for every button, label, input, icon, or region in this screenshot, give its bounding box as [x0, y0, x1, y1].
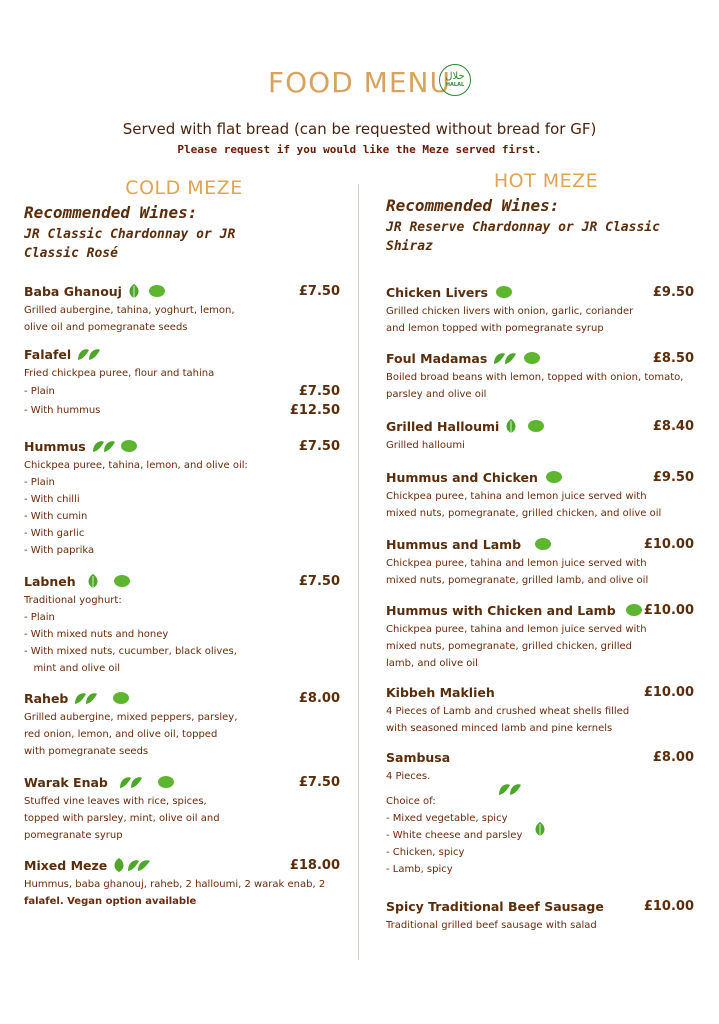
item-description: parsley and olive oil	[386, 389, 487, 400]
item-choice-label: Choice of:	[386, 796, 436, 807]
item-description: and lemon topped with pomegranate syrup	[386, 323, 604, 334]
item-option: - White cheese and parsley	[386, 830, 523, 841]
menu-item-hummus-and-chicken	[386, 466, 694, 522]
item-option: - With mixed nuts, cucumber, black olives,	[24, 646, 237, 657]
menu-item-sambusa	[386, 746, 694, 878]
gluten-free-badge-icon	[149, 285, 165, 297]
leaf-icon	[112, 857, 152, 873]
item-name: Chicken Livers	[386, 284, 488, 300]
item-option: - Chicken, spicy	[386, 847, 465, 858]
column-divider	[358, 184, 359, 960]
item-price: £9.50	[652, 284, 694, 300]
menu-item-warak-enab	[24, 771, 340, 844]
gluten-free-badge-icon	[121, 440, 137, 452]
menu-item-hummus-with-chicken-and-lamb	[386, 599, 694, 672]
item-description: pomegranate syrup	[24, 830, 123, 841]
leaf-icon	[91, 438, 117, 454]
item-name: Hummus	[24, 438, 86, 454]
gluten-free-badge-icon	[626, 604, 642, 616]
item-name: Sambusa	[386, 749, 451, 765]
item-option: - With paprika	[24, 545, 95, 556]
menu-item-hummus-and-lamb	[386, 533, 694, 589]
gluten-free-badge-icon	[524, 352, 540, 364]
item-name: Grilled Halloumi	[386, 418, 500, 434]
item-description: mixed nuts, pomegranate, grilled chicken, and olive oil	[386, 508, 662, 519]
item-description: Traditional yoghurt:	[24, 595, 122, 606]
leaf-icon	[86, 573, 100, 589]
item-description: Grilled chicken livers with onion, garlic, coriander	[386, 306, 634, 317]
item-price: £10.00	[643, 684, 694, 700]
item-description: Stuffed vine leaves with rice, spices,	[24, 796, 207, 807]
item-description: Hummus, baba ghanouj, raheb, 2 halloumi, 2 warak enab, 2	[24, 879, 326, 890]
item-description: Chickpea puree, tahina and lemon juice served with	[386, 624, 647, 635]
hot-wines-line: Shiraz	[386, 239, 433, 254]
item-description: Chickpea puree, tahina, lemon, and olive oil:	[24, 460, 248, 471]
item-description: Fried chickpea puree, flour and tahina	[24, 368, 215, 379]
item-name: Spicy Traditional Beef Sausage	[386, 898, 604, 914]
leaf-icon	[533, 821, 547, 837]
leaf-icon	[118, 774, 144, 790]
leaf-icon	[73, 690, 99, 706]
item-price: £7.50	[298, 573, 340, 589]
item-description: olive oil and pomegranate seeds	[24, 322, 188, 333]
item-name: Falafel	[24, 346, 72, 362]
menu-item-falafel	[24, 343, 340, 420]
halal-badge-icon	[439, 64, 471, 96]
cold-wines-line: Classic Rosé	[24, 246, 118, 261]
item-description: Grilled halloumi	[386, 440, 465, 451]
menu-item-spicy-beef-sausage	[386, 895, 694, 934]
hot-wines	[386, 196, 706, 256]
halal-arabic-text: حلال	[445, 71, 465, 82]
menu-subtitle: Served with flat bread (can be requested without bread for GF)	[122, 120, 597, 138]
item-price: £7.50	[298, 774, 340, 790]
item-name: Kibbeh Maklieh	[386, 684, 495, 700]
gluten-free-badge-icon	[546, 471, 562, 483]
gluten-free-badge-icon	[113, 692, 129, 704]
gluten-free-badge-icon	[528, 420, 544, 432]
menu-item-chicken-livers	[386, 281, 694, 337]
item-price: £9.50	[652, 469, 694, 485]
item-option-row	[386, 827, 694, 844]
item-option: - With hummus	[24, 405, 101, 416]
item-description: Chickpea puree, tahina and lemon juice served with	[386, 491, 647, 502]
item-price: £10.00	[643, 602, 694, 618]
item-name: Mixed Meze	[24, 857, 108, 873]
item-description: red onion, lemon, and olive oil, topped	[24, 729, 218, 740]
item-description: Chickpea puree, tahina and lemon juice served with	[386, 558, 647, 569]
leaf-icon	[76, 346, 102, 362]
item-option: - Plain	[24, 386, 55, 397]
item-option: mint and olive oil	[24, 663, 121, 674]
item-description: Grilled aubergine, tahina, yoghurt, lemon,	[24, 305, 235, 316]
item-name: Hummus and Chicken	[386, 469, 538, 485]
menu-title: FOOD MENU	[268, 66, 451, 99]
item-description: Grilled aubergine, mixed peppers, parsley,	[24, 712, 238, 723]
gluten-free-badge-icon	[496, 286, 512, 298]
menu-item-baba-ghanouj	[24, 280, 340, 336]
item-description: lamb, and olive oil	[386, 658, 478, 669]
menu-item-kibbeh-maklieh	[386, 681, 694, 737]
leaf-icon	[492, 350, 518, 366]
item-price: £18.00	[289, 857, 340, 873]
gluten-free-badge-icon	[535, 538, 551, 550]
menu-item-grilled-halloumi	[386, 415, 694, 454]
item-description: mixed nuts, pomegranate, grilled lamb, and olive oil	[386, 575, 649, 586]
hot-wines-line: JR Reserve Chardonnay or JR Classic	[386, 220, 660, 235]
item-price: £8.00	[652, 749, 694, 765]
hot-wines-heading: Recommended Wines:	[386, 196, 560, 215]
item-name: Hummus with Chicken and Lamb	[386, 602, 616, 618]
item-option: - With chilli	[24, 494, 80, 505]
item-description: with pomegranate seeds	[24, 746, 149, 757]
leaf-icon	[127, 283, 141, 299]
item-description: 4 Pieces.	[386, 771, 431, 782]
item-price: £7.50	[298, 283, 340, 299]
item-price: £8.50	[652, 350, 694, 366]
cold-wines-line: JR Classic Chardonnay or JR	[24, 227, 236, 242]
item-option: - With mixed nuts and honey	[24, 629, 169, 640]
item-name: Baba Ghanouj	[24, 283, 122, 299]
menu-item-raheb	[24, 687, 340, 760]
menu-item-foul-madamas	[386, 347, 694, 403]
cold-wines-heading: Recommended Wines:	[24, 203, 198, 222]
cold-meze-title: COLD MEZE	[125, 177, 243, 199]
item-option-price: £12.50	[289, 403, 340, 418]
item-name: Raheb	[24, 690, 69, 706]
item-price: £10.00	[643, 536, 694, 552]
menu-item-hummus	[24, 435, 340, 559]
item-name: Foul Madamas	[386, 350, 488, 366]
item-choice-row	[386, 793, 694, 810]
halal-english-text: HALAL	[445, 82, 465, 88]
item-description: Traditional grilled beef sausage with salad	[386, 920, 597, 931]
item-option: - With garlic	[24, 528, 85, 539]
hot-meze-column	[386, 170, 706, 256]
cold-wines	[24, 203, 344, 263]
hot-meze-title: HOT MEZE	[493, 170, 599, 192]
item-option: - Mixed vegetable, spicy	[386, 813, 508, 824]
item-option-price: £7.50	[298, 384, 340, 399]
leaf-icon	[504, 418, 518, 434]
item-option: - With cumin	[24, 511, 88, 522]
item-name: Hummus and Lamb	[386, 536, 522, 552]
item-description: with seasoned minced lamb and pine kernels	[386, 723, 613, 734]
menu-item-labneh	[24, 570, 340, 677]
item-description: 4 Pieces of Lamb and crushed wheat shells filled	[386, 706, 630, 717]
item-option: - Plain	[24, 477, 55, 488]
item-description: Boiled broad beans with lemon, topped with onion, tomato,	[386, 372, 684, 383]
menu-item-mixed-meze	[24, 854, 340, 910]
item-description: mixed nuts, pomegranate, grilled chicken, grilled	[386, 641, 632, 652]
item-name: Labneh	[24, 573, 76, 589]
item-price: £7.50	[298, 438, 340, 454]
leaf-icon	[497, 781, 523, 797]
meze-request-note: Please request if you would like the Meze served first.	[177, 143, 542, 156]
item-option: - Lamb, spicy	[386, 864, 453, 875]
item-price: £10.00	[643, 898, 694, 914]
gluten-free-badge-icon	[114, 575, 130, 587]
item-option: - Plain	[24, 612, 55, 623]
item-price: £8.00	[298, 690, 340, 706]
item-description: falafel. Vegan option available	[24, 896, 197, 907]
item-name: Warak Enab	[24, 774, 108, 790]
item-description: topped with parsley, mint, olive oil and	[24, 813, 220, 824]
cold-meze-column	[24, 172, 344, 263]
gluten-free-badge-icon	[158, 776, 174, 788]
item-price: £8.40	[652, 418, 694, 434]
